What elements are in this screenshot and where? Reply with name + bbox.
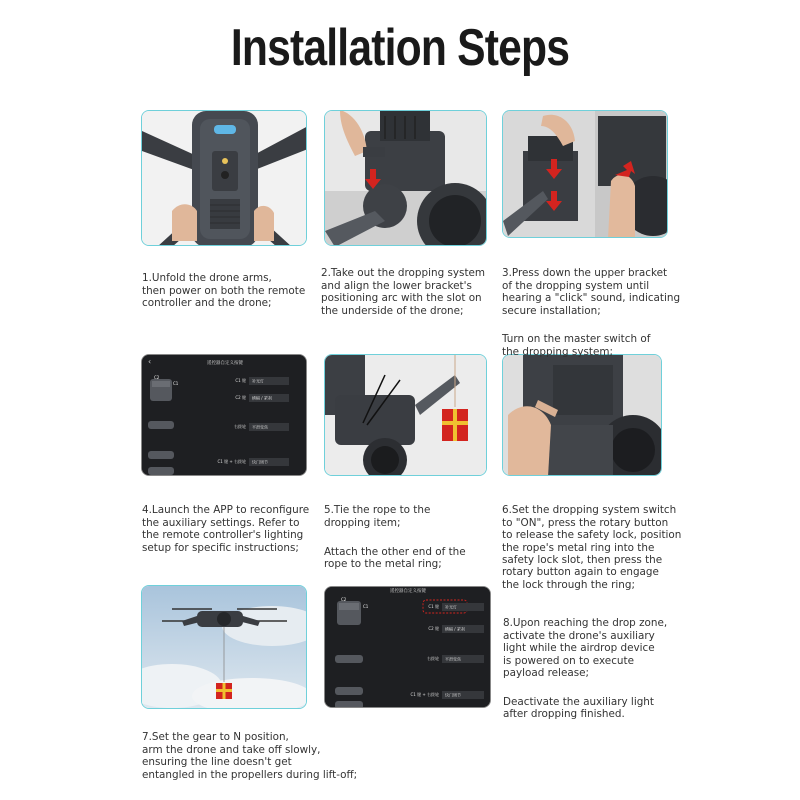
svg-text:遥控器自定义按键: 遥控器自定义按键 — [207, 361, 243, 366]
step8-app-screen — [324, 586, 491, 708]
step1-text: 1.Unfold the drone arms, then power on both the remote controller and the drone; — [142, 272, 306, 310]
svg-text:补光灯: 补光灯 — [445, 604, 457, 610]
step6-caption — [502, 492, 697, 604]
svg-text:C2: C2 — [341, 597, 347, 602]
svg-text:快门调节: 快门调节 — [252, 459, 268, 465]
step8-text: 8.Upon reaching the drop zone, activate the drone's auxiliary light while the airdrop device is powered on to execute payload release; — [503, 617, 668, 680]
step3-photo — [502, 110, 668, 238]
step5-text: 5.Tie the rope to the dropping item; — [324, 504, 431, 529]
step7-photo — [141, 585, 307, 709]
svg-text:快门调节: 快门调节 — [445, 692, 461, 698]
step3-caption — [502, 255, 687, 371]
svg-text:C2: C2 — [154, 375, 160, 380]
step3-text-2: Turn on the master switch of the dropping system; — [502, 333, 651, 358]
step2-caption — [321, 255, 493, 329]
svg-text:C1 键: C1 键 — [235, 378, 246, 383]
svg-text:C1 键 + 右拨轮: C1 键 + 右拨轮 — [410, 692, 439, 697]
app1-back-icon: ‹ — [148, 357, 152, 366]
svg-text:补光灯: 补光灯 — [252, 378, 264, 384]
svg-text:右拨轮: 右拨轮 — [427, 656, 439, 661]
svg-text:右拨轮: 右拨轮 — [234, 424, 246, 429]
step2-photo — [324, 110, 487, 246]
step6-text: 6.Set the dropping system switch to "ON", press the rotary button to release the safety lock, position the rope's metal ring into the safety lock slot, then press the rotary button again to engage the lock through the ring; — [502, 504, 682, 591]
step8-caption — [503, 605, 688, 733]
page-title: Installation Steps — [230, 19, 570, 77]
step5-text-2: Attach the other end of the rope to the metal ring; — [324, 545, 466, 571]
svg-text:C2 键: C2 键 — [428, 626, 439, 631]
svg-text:C1 键: C1 键 — [428, 604, 439, 609]
step4-caption — [142, 492, 317, 566]
step7-caption — [142, 719, 382, 793]
svg-text:C2 键: C2 键 — [235, 395, 246, 400]
step7-text: 7.Set the gear to N position, arm the drone and take off slowly, ensuring the line doesn't get entangled in the propellers during lift-off; — [142, 731, 358, 781]
svg-text:C1 键 + 右拨轮: C1 键 + 右拨轮 — [217, 459, 246, 464]
svg-text:平滑变焦: 平滑变焦 — [445, 656, 461, 662]
step6-photo — [502, 354, 662, 476]
svg-text:C1: C1 — [173, 381, 179, 386]
step5-caption — [324, 492, 494, 583]
step1-photo — [141, 110, 307, 246]
step3-text: 3.Press down the upper bracket of the dropping system until hearing a "click" sound, indicating secure installation; — [502, 267, 681, 317]
svg-text:横幅 / 紧刹: 横幅 / 紧刹 — [252, 395, 272, 401]
step4-app-screen — [141, 354, 307, 476]
step4-text: 4.Launch the APP to reconfigure the auxiliary settings. Refer to the remote controller's lighting setup for specific instructions; — [142, 504, 310, 554]
svg-text:横幅 / 紧刹: 横幅 / 紧刹 — [445, 626, 465, 632]
svg-text:平滑变焦: 平滑变焦 — [252, 424, 268, 430]
step8-text-2: Deactivate the auxiliary light after dropping finished. — [503, 695, 654, 721]
step1-caption — [142, 260, 312, 322]
svg-text:遥控器自定义按键: 遥控器自定义按键 — [390, 589, 426, 594]
step2-text: 2.Take out the dropping system and align the lower bracket's positioning arc with the slot on the underside of the drone; — [321, 267, 486, 317]
step5-photo — [324, 354, 487, 476]
svg-text:C1: C1 — [363, 604, 369, 609]
